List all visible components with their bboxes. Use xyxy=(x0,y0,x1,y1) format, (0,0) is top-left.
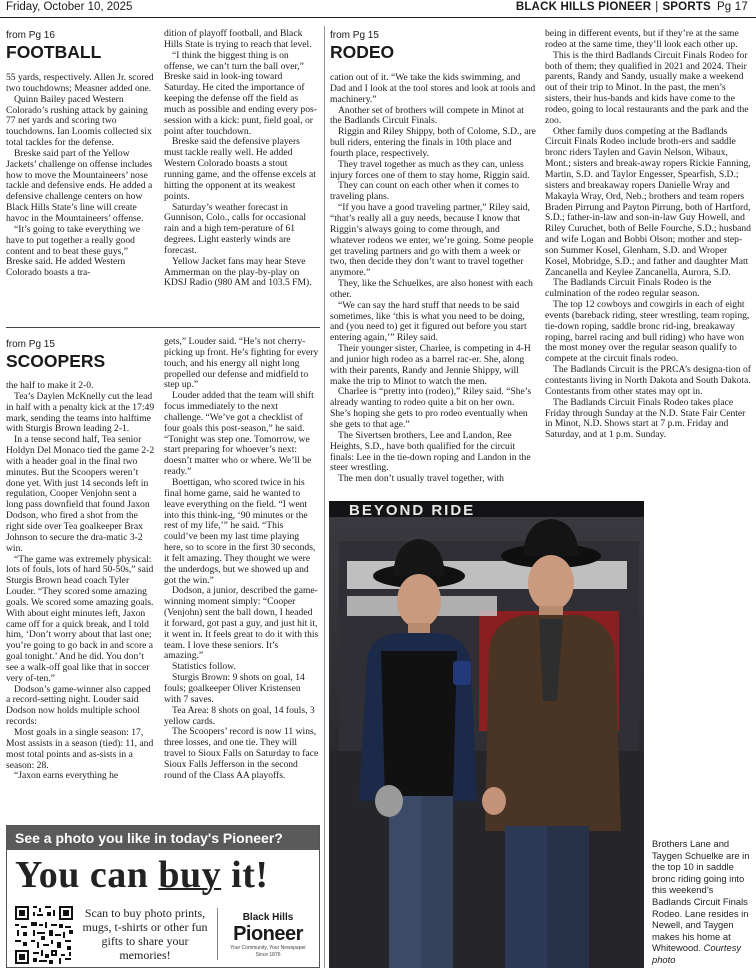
paragraph: gets,” Louder said. “He’s not cherry-picking up front. He’s fighting for every touch, and his energy all night long propelled our defense and midfield to step up.” xyxy=(164,337,319,391)
paragraph: being in different events, but if they’re at the same rodeo at the same time, they’ll look each other up. xyxy=(545,29,739,50)
promo-headline xyxy=(15,852,269,898)
scoopers-headline: SCOOPERS xyxy=(6,351,106,371)
paragraph: “The game was extremely physical: lots of fouls, lots of hard 50-50s,” said Sturgis Brown head coach Tyler Louder. “They scored some amazing goals. We scored some amazing goals. With about eight minutes left, Jaxon came off for a quick break, and I told him, ‘Don’t worry about that last one; you’re going to go back in and score a goal tonight.’ And he did. You don’t see a walk-off goal like that in soccer very of-ten.” xyxy=(6,553,154,684)
photo-caption xyxy=(652,838,752,966)
cowboys-photo-illustration xyxy=(329,501,644,968)
football-column-2 xyxy=(164,29,319,324)
rodeo-column-2 xyxy=(545,29,751,501)
paragraph: Statistics follow. xyxy=(172,661,236,673)
scoopers-column-1 xyxy=(6,381,156,813)
football-column-1 xyxy=(6,73,156,317)
paragraph: Yellow Jacket fans may hear Steve Ammerman on the play-by-play on KDSJ Radio (980 AM and 103.5 FM). xyxy=(164,255,312,289)
promo-headline-c: it! xyxy=(221,854,269,896)
rodeo-headline: RODEO xyxy=(330,42,395,62)
photo-sales-promo xyxy=(6,825,320,968)
paragraph: The men don’t usually travel together, with xyxy=(338,473,504,485)
promo-headline-b: buy xyxy=(158,854,222,896)
paragraph: Another set of brothers will compete in Minot at the Badlands Circuit Finals. xyxy=(330,104,524,127)
pioneer-logo xyxy=(221,912,315,958)
promo-headline-a: You can xyxy=(15,854,159,896)
paragraph: “We can say the hard stuff that needs to be said sometimes, like ‘this is what you need to be doing, and (you need to) get it figured out before you start entering again,’” Riley said. xyxy=(330,299,527,344)
paragraph: Tea’s Daylen McKnelly cut the lead in half with a penalty kick at the 17:49 mark, sending the teams into halftime with Sturgis Brown leading 2-1. xyxy=(6,390,155,435)
paragraph: The Badlands Circuit Finals Rodeo is the culmination of the rodeo regular season. xyxy=(545,277,712,300)
paragraph: “Jaxon earns everything he xyxy=(14,770,119,782)
scoopers-header xyxy=(6,339,156,375)
paragraph: The Scoopers’ record is now 11 wins, three losses, and one tie. They will travel to Sioux Falls on Saturday to face Sioux Falls Jefferson in the second round of the Class AA playoffs. xyxy=(164,726,319,781)
paragraph: They travel together as much as they can, unless injury forces one of them to stay home, Riggin said. xyxy=(330,158,530,181)
paragraph: Quinn Bailey paced Western Colorado’s rushing attack by gaining 77 net yards and scoring two touchdowns. Ian Loomis collected six total tackles for the defense. xyxy=(6,93,152,149)
rodeo-photo xyxy=(329,501,644,968)
football-jump-line: from Pg 16 xyxy=(6,30,55,41)
paragraph: The Badlands Circuit Finals Rodeo takes place Friday through Sunday at the N.D. State Fair Center in Minot, N.D. Shows start at 7 p.m. Friday and Saturday, and at 1 p.m. Sunday. xyxy=(545,396,746,441)
paragraph: The Badlands Circuit is the PRCA’s designa-tion of contestants living in North Dakota and South Dakota. Contestants from other states may opt in. xyxy=(545,364,751,397)
section-name: SPORTS xyxy=(662,1,711,13)
paragraph: dition of playoff football, and Black Hills State is trying to reach that level. xyxy=(164,29,312,50)
paragraph: “If you have a good traveling partner,” Riley said, “that’s really all a guy needs, because I know that Riggin’s always going to come through, and whatever rodeos we enter, we’re going. Some people get traveling partners and go with them a week or two, then decide they don’t want to travel together anymore.” xyxy=(330,202,534,279)
paragraph: Riggin and Riley Shippy, both of Colome, S.D., are bull riders, entering the finals in 10th place and fourth place, respectively. xyxy=(330,126,536,159)
rodeo-jump-line: from Pg 15 xyxy=(330,30,379,41)
page-number: Pg 17 xyxy=(716,1,748,13)
paragraph: Sturgis Brown: 9 shots on goal, 14 fouls; goalkeeper Oliver Kristensen with 7 saves. xyxy=(164,672,305,705)
paragraph: The Sivertsen brothers, Lee and Landon, Ree Heights, S.D., have both qualified for the circuit finals: Lee in the tie-down roping and Landon in the steer wrestling. xyxy=(330,429,531,474)
promo-bar: See a photo you like in today's Pioneer? xyxy=(7,826,319,850)
paragraph: In a tense second half, Tea senior Holdyn Del Monaco tied the game 2-2 with a header goal in the final two minutes. But the Scoopers weren’t done yet. With just 14 seconds left in regulation, Cooper Venjohn sent a long pass downfield that found Jaxon Dodson, who fired a shot from the right side over Tea goalkeeper Brax Johnson to secure the dra-matic 3-2 win. xyxy=(6,434,155,554)
paragraph: Breske said the defensive players must tackle really well. He added Western Colorado boasts a stout running game, and the offense excels at hitting the opponent at its weakest points. xyxy=(164,136,316,202)
logo-main: Pioneer xyxy=(233,923,303,945)
paragraph: Saturday’s weather forecast in Gunnison, Colo., calls for occasional rain and a high tem-perature of 61 degrees. Light easterly winds are forecast. xyxy=(164,201,307,256)
paragraph: the half to make it 2-0. xyxy=(6,381,94,391)
paragraph: Tea Area: 8 shots on goal, 14 fouls, 3 yellow cards. xyxy=(164,704,315,727)
paragraph: Breske said part of the Yellow Jackets’ challenge on offense includes how to move the Mountaineers’ nose tackle and defensive ends. He added a defensive challenge centers on how Black Hills State’s line will create havoc in the Mountaineers’ offense. xyxy=(6,147,153,224)
paragraph: They, like the Schuelkes, are also honest with each other. xyxy=(330,278,533,300)
promo-scan-text: Scan to buy photo prints, mugs, t-shirts or other fun gifts to share your memories! xyxy=(82,906,208,962)
photo-credit: Courtesy photo xyxy=(652,942,742,965)
paragraph: The top 12 cowboys and cowgirls in each of eight events (bareback riding, steer wrestling, team roping, tie-down roping, saddle bronc rid-ing, breakaway roping, barrel racing and bull riding) who have won the most money over the regular season qualify to compete at the circuit finals rodeo. xyxy=(545,299,750,365)
rodeo-column-1 xyxy=(330,73,536,495)
scoopers-column-2 xyxy=(164,337,319,821)
paragraph: Louder added that the team will shift focus immediately to the next challenge. “We’ve got a checklist of four goals this post-season,” he said. “Tonight was step one. Tomorrow, we start preparing for whoever’s next: doesn’t matter who or where. We’ll be ready.” xyxy=(164,390,314,478)
rodeo-header xyxy=(330,30,535,66)
paragraph: Boettigan, who scored twice in his final home game, said he wanted to leave everything on the field. “I went into this think-ing, ‘90 minutes or the rest of my life,’” he said. “This could’ve been my last time playing here, so to score in the first 30 seconds, it felt amazing. They thought we were the underdogs, but we showed up and got the win.” xyxy=(164,476,316,586)
football-headline: FOOTBALL xyxy=(6,42,102,62)
column-rule xyxy=(324,26,325,968)
logo-top: Black Hills xyxy=(242,912,294,923)
photo-banner-text: BEYOND RIDE xyxy=(349,502,476,519)
paragraph: “I think the biggest thing is on offense, we can’t turn the ball over,” Breske said in look-ing toward Saturday. He cited the importance of keeping the defense off the field as much as possible and ending every pos-session with a kick: punt, field goal, or point after touchdown. xyxy=(164,49,317,137)
paragraph: They can count on each other when it comes to traveling plans. xyxy=(330,180,519,203)
logo-since: Since 1876 xyxy=(255,952,281,958)
paragraph: Dodson, a junior, described the game-winning moment simply: “Cooper (Venjohn) sent the ball down, I headed it forward, got past a guy, and just hit it, it went in. It feels great to do it with this team. I love these seniors. It’s amazing.” xyxy=(164,585,319,662)
paragraph: “It’s going to take everything we have to put together a really good content and to beat these guys,” Breske said. He added Western Colorado boasts a tra- xyxy=(6,223,141,279)
section-divider xyxy=(6,327,320,328)
masthead-separator: | xyxy=(655,1,659,13)
caption-text: Brothers Lane and Taygen Schuelke are in the top 10 in saddle bronc riding going into this weekend’s Badlands Circuit Finals Rodeo. Lane resides in Newell, and Taygen makes his home at Whitewood. xyxy=(652,838,750,954)
masthead xyxy=(0,0,756,18)
paragraph: Most goals in a single season: 17, Most assists in a season (tied): 11, and most total points and as-sists in a season: 28. xyxy=(6,727,154,771)
paragraph: Other family duos competing at the Badlands Circuit Finals Rodeo include broth-ers and saddle bronc riders Taylen and Gavin Nelson, Wibaux, Mont.; sisters and break-away ropers Rickie Fanning, Martin, S.D. and Taylor Engesser, Spearfish, S.D.; sisters and breakaway ropers Danielle Wray and Makayla Wray, Ord, Neb.; brothers and team ropers Braden Pirrung and Payton Pirrung, both of Hartford, S.D.; father-in-law and son-in-law Guy Howell, and Riley Curuchet, both of Belle Fourche, S.D.; husband and wife Logan and Bobbi Olson; mother and step-son Summer Kosel, Glenham, S.D. and Wroper Kosel, Mobridge, S.D.; and father and daughter Matt Zancanella and Keylee Zancanella, Aurora, S.D. xyxy=(545,125,751,278)
paragraph: Dodson’s game-winner also capped a record-setting night. Louder said Dodson now holds multiple school records: xyxy=(6,683,151,728)
paragraph: cation out of it. “We take the kids swimming, and Dad and I look at the tool stores and look at tools and machinery.” xyxy=(330,73,536,105)
scoopers-jump-line: from Pg 15 xyxy=(6,339,55,350)
masthead-right xyxy=(516,1,748,13)
paragraph: Their younger sister, Charlee, is competing in 4-H and junior high rodeo as a barrel rac-er. She, along with their parents, Randy and Jennie Shippy, will make the trip to Minot to watch the men. xyxy=(330,343,531,387)
qr-code-icon[interactable] xyxy=(15,906,73,964)
paragraph: This is the third Badlands Circuit Finals Rodeo for both of them; they qualified in 2021 and 2024. Their parents, Randy and Sandy, usually make a weekend out of their trip to Minot. In the past, the men’s sisters, their hus-bands and kids have come to the rodeo, going to local restaurants and the park and the zoo. xyxy=(545,49,749,126)
paper-name: BLACK HILLS PIONEER xyxy=(515,1,652,13)
paragraph: 55 yards, respectively. Allen Jr. scored two touchdowns; Measner added one. xyxy=(6,73,154,94)
paragraph: Charlee is “pretty into (rodeo),” Riley said. “She’s already wanting to rodeo quite a bit on her own. She’s hoping she gets to pro rodeo eventually when she gets to that age.” xyxy=(330,386,532,430)
logo-tagline: Your Community, Your Newspaper xyxy=(230,945,306,951)
issue-date: Friday, October 10, 2025 xyxy=(6,1,133,13)
